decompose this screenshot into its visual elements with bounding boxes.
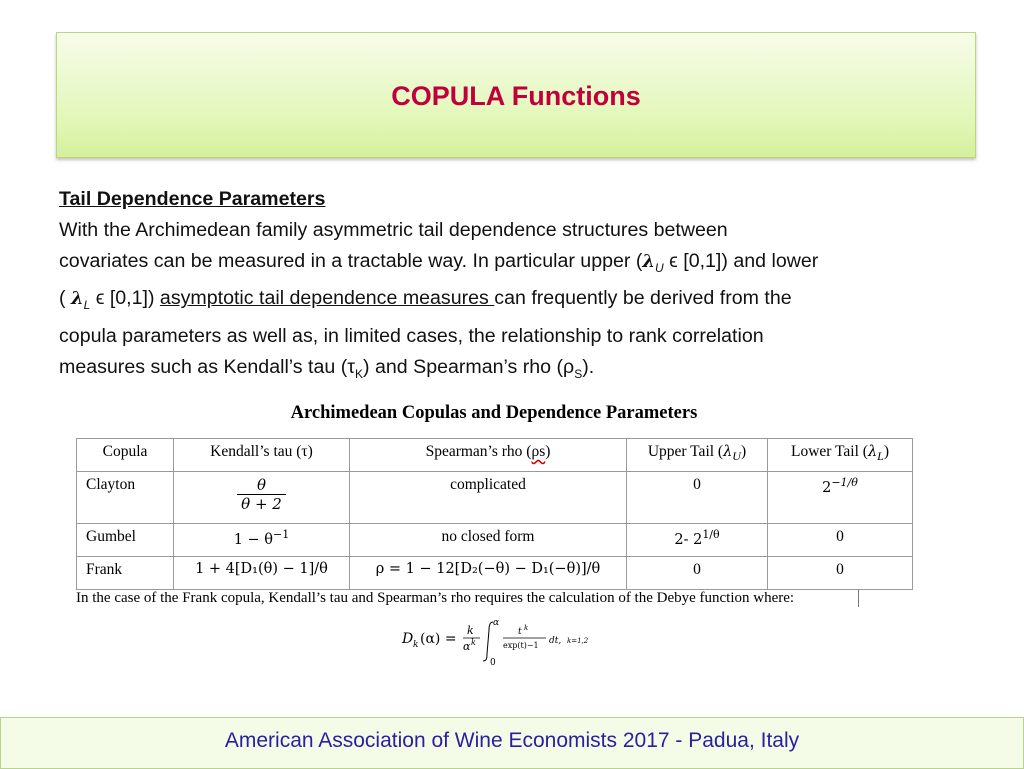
gumbel-upper-exponent: 1/θ <box>702 528 720 541</box>
paragraph-line-1 <box>59 215 989 246</box>
cell-clayton-lower <box>768 472 913 524</box>
clayton-kendall-fraction <box>237 476 286 513</box>
text-line4: copula parameters as well as, in limited cases, the relationship to rank correlation <box>59 325 764 347</box>
tail-dependence-section <box>59 184 989 390</box>
text-line2b: ϵ [0,1]) and lower <box>663 249 819 272</box>
header-lower-sub: L <box>877 449 884 464</box>
debye-dt: dt, <box>549 636 562 646</box>
text-line3c: can frequently be derived from the <box>494 287 792 310</box>
header-lower-lambda: 𝜆 <box>867 444 878 460</box>
debye-k: k <box>467 624 474 637</box>
gumbel-kendall-exponent: −1 <box>273 528 290 541</box>
debye-t: t <box>518 627 522 637</box>
lambda-l-symbol: λ <box>70 288 84 310</box>
debye-note: In the case of the Frank copula, Kendall’s tau and Spearman’s rho requires the calculation of the Debye function where: <box>76 590 859 607</box>
table-header-row <box>77 439 913 472</box>
cell-clayton-upper: 0 <box>627 472 768 524</box>
debye-t-exp: k <box>524 624 529 632</box>
cell-frank-spearman: ρ = 1 − 12[D₂(−θ) − D₁(−θ)]/θ <box>350 557 627 590</box>
paragraph-line-3 <box>59 283 989 321</box>
header-copula: Copula <box>77 439 174 472</box>
paragraph-line-5 <box>59 352 989 390</box>
cell-frank-kendall: 1 + 4[D₁(θ) − 1]/θ <box>174 557 350 590</box>
debye-k-values: k=1,2 <box>567 637 589 645</box>
cell-gumbel-upper <box>627 524 768 557</box>
paragraph-line-4 <box>59 321 989 352</box>
integral-sign <box>483 622 493 661</box>
header-upper-tail <box>627 439 768 472</box>
header-kendall: Kendall’s tau (τ) <box>174 439 350 472</box>
tau-k-subscript: K <box>355 366 364 381</box>
page-title: COPULA Functions <box>391 81 641 111</box>
tail-dependence-link[interactable]: asymptotic tail dependence measures <box>159 287 495 310</box>
clayton-lower-exponent: −1/θ <box>831 476 858 489</box>
footer-bar <box>0 717 1024 769</box>
lambda-u-subscript: U <box>655 260 664 275</box>
text-line1: With the Archimedean family asymmetric tail dependence structures between <box>59 218 728 241</box>
header-lower-close: ) <box>883 443 890 460</box>
cell-clayton-kendall <box>174 472 350 524</box>
clayton-lower-base: 2 <box>822 479 832 496</box>
gumbel-upper-base: 2- 2 <box>674 531 703 548</box>
cell-gumbel-spearman: no closed form <box>350 524 627 557</box>
lambda-u-symbol: λ <box>642 250 656 272</box>
header-upper-text: Upper Tail ( <box>647 443 724 460</box>
copula-table <box>76 438 913 590</box>
rho-s-subscript: S <box>574 366 583 381</box>
header-spearman <box>350 439 627 472</box>
text-line2a: covariates can be measured in a tractable way. In particular upper ( <box>59 249 643 272</box>
debye-alpha-exp: k <box>471 638 476 647</box>
header-spearman-rho: ρs <box>531 443 546 460</box>
debye-lhs-sub: k <box>413 640 419 650</box>
text-line3a: ( <box>59 287 71 310</box>
footer-text: American Association of Wine Economists 2017 - Padua, Italy <box>224 729 800 752</box>
cell-clayton-spearman: complicated <box>350 472 627 524</box>
text-line3b: ϵ [0,1]) <box>90 287 160 310</box>
header-upper-sub: U <box>732 449 741 464</box>
cell-frank-name: Frank <box>77 557 174 590</box>
table-title: Archimedean Copulas and Dependence Parameters <box>290 403 698 423</box>
cell-frank-lower: 0 <box>768 557 913 590</box>
integral-upper: α <box>493 618 500 628</box>
cell-gumbel-name: Gumbel <box>77 524 174 557</box>
text-line5a: measures such as Kendall’s tau (τ <box>59 355 355 378</box>
cell-gumbel-kendall <box>174 524 350 557</box>
integral-lower: 0 <box>490 658 496 666</box>
header-lower-text: Lower Tail ( <box>790 443 868 460</box>
paragraph-line-2 <box>59 246 989 284</box>
cell-clayton-name: Clayton <box>77 472 174 524</box>
header-upper-close: ) <box>740 443 747 460</box>
debye-denominator: exp(t)−1 <box>503 641 539 650</box>
clayton-fraction-denominator: θ + 2 <box>241 495 282 513</box>
debye-formula <box>400 616 680 666</box>
debye-alpha: α <box>463 640 471 653</box>
header-upper-lambda: 𝜆 <box>723 444 733 460</box>
header-spearman-close: ) <box>545 443 551 460</box>
title-banner <box>56 32 976 158</box>
debye-lhs-arg: (α) = <box>420 631 457 647</box>
section-heading: Tail Dependence Parameters <box>59 188 326 210</box>
clayton-fraction-numerator: θ <box>237 476 286 495</box>
gumbel-kendall-base: 1 − θ <box>233 531 274 548</box>
header-lower-tail <box>768 439 913 472</box>
text-line5b: ) and Spearman’s rho (ρ <box>363 355 575 378</box>
cell-gumbel-lower: 0 <box>768 524 913 557</box>
cell-frank-upper: 0 <box>627 557 768 590</box>
table-row-frank <box>77 557 913 590</box>
table-row-clayton <box>77 472 913 524</box>
header-spearman-text: Spearman’s rho ( <box>425 443 532 460</box>
table-row-gumbel <box>77 524 913 557</box>
debye-lhs: D <box>402 631 414 647</box>
text-line5c: ). <box>582 355 595 378</box>
lambda-l-subscript: L <box>83 298 91 313</box>
